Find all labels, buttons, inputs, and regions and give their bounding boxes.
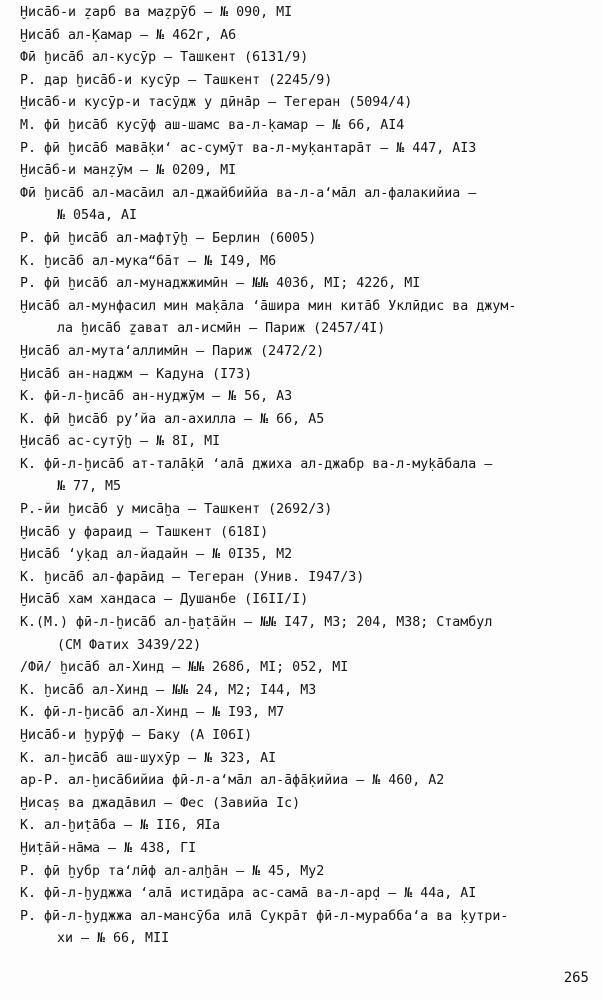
entry-text: Ḫисāб ал-мунфасил мин маḳāла ‘āшира мин китāб Уклӣдис ва джум- — [20, 298, 517, 314]
entry-text: Ḫиṭāй-нāма – № 438, ГI — [20, 840, 197, 856]
entry-text: Ḫисāб-и кусӯр-и тасӯдж у дӣнāр – Тегеран (5094/4) — [20, 95, 413, 111]
entry-text: Ḫисāб ас-сутӯḫ – № 8I, МI — [20, 434, 221, 450]
list-item — [20, 680, 595, 703]
entry-text: Ḫисāб-и манẓӯм – № 0209, МI — [20, 163, 237, 179]
entry-text: ар-Р. ал-ḫисāбийиа фӣ-л-а‘мāл ал-āфāḳийиа – № 460, А2 — [20, 773, 445, 789]
list-item — [20, 92, 595, 115]
list-item — [20, 47, 595, 70]
list-item — [20, 115, 595, 138]
entry-continuation: № 77, М5 — [57, 479, 122, 495]
entry-text: Ḫисāб ‘уḳад ал-йадайн – № 0I35, М2 — [20, 547, 293, 563]
entry-text: Ḫисаṣ ва джадāвил – Фес (Завийа Iс) — [20, 795, 301, 811]
entry-text: К. фӣ-л-ḫисāб ан-нуджӯм – № 56, А3 — [20, 389, 293, 405]
entry-text: К. ḫисāб ал-мука“бāт – № I49, М6 — [20, 253, 277, 269]
list-item — [20, 883, 595, 906]
entry-text: Р.-йи ḫисāб у мисāḫа – Ташкент (2692/3) — [20, 502, 333, 518]
list-item — [20, 386, 595, 409]
entry-text: Р. дар ḫисāб-и кусӯр – Ташкент (2245/9) — [20, 72, 333, 88]
entry-text: Р. фӣ ḫисāб ал-мафтӯḫ – Берлин (6005) — [20, 230, 317, 246]
list-item — [20, 2, 595, 25]
entry-text: Р. фӣ-л-ḫуджжа ал-мансӯба илā Сукрāт фӣ-л-мурабба‘а ва ḳутри- — [20, 908, 509, 924]
list-item — [20, 522, 595, 545]
list-item — [20, 657, 595, 680]
entry-text: К. ḫисāб ал-фарāид – Тегеран (Унив. I947/3) — [20, 569, 365, 585]
entry-text: Ḫисāб хам хандаса – Душанбе (I6II/I) — [20, 592, 309, 608]
entry-list — [20, 2, 595, 951]
list-item — [20, 251, 595, 274]
list-item — [20, 793, 595, 816]
entry-text: Ḫисāб-и ẓарб ва маẓрӯб – № 090, МI — [20, 5, 293, 20]
list-item — [20, 770, 595, 793]
entry-text: К. фӣ ḫисāб ру’йа ал-ахилла – № 66, А5 — [20, 411, 325, 427]
list-item — [20, 612, 595, 657]
list-item — [20, 861, 595, 884]
list-item — [20, 364, 595, 387]
list-item — [20, 544, 595, 567]
list-item — [20, 296, 595, 341]
entry-text: /Фӣ/ ḫисāб ал-Хинд – №№ 268б, МI; 052, МI — [20, 660, 349, 676]
list-item — [20, 341, 595, 364]
entry-text: Ḫисāб ал-Ḳамар – № 462г, А6 — [20, 27, 237, 43]
entry-text: М. фӣ ḫисāб кусӯф аш-шамс ва-л-ḳамар – № 66, АI4 — [20, 117, 405, 133]
entry-text: Ḫисāб-и ḫурӯф – Баку (А I06I) — [20, 728, 253, 743]
list-item — [20, 273, 595, 296]
list-item — [20, 183, 595, 228]
entry-text: К. ал-ḫисāб аш-шухӯр – № 323, АI — [20, 750, 277, 766]
list-item — [20, 567, 595, 590]
list-item — [20, 431, 595, 454]
entry-text: Р. фӣ ḫисāб ал-мунаджжимӣн – №№ 403б, МI; 422б, МI — [20, 276, 421, 292]
entry-text: К. фӣ-л-ḫисāб ат-талāḳӣ ‘алā джиха ал-джабр ва-л-муḳāбала – — [20, 456, 493, 472]
entry-text: К. ал-ḫиṭāба – № II6, ЯIа — [20, 818, 221, 834]
list-item — [20, 409, 595, 432]
entry-text: К. фӣ-л-ḫуджжа ‘алā истидāра ас-самā ва-л-арḍ – № 44а, АI — [20, 886, 477, 902]
entry-text: Р. фӣ ḫубр та‘лӣф ал-алḫāн – № 45, Му2 — [20, 863, 325, 879]
entry-text: К. ḫисāб ал-Хинд – №№ 24, М2; I44, М3 — [20, 682, 317, 698]
list-item — [20, 499, 595, 522]
list-item — [20, 725, 595, 748]
entry-text: Ḫисāб ан-наджм – Кадуна (I73) — [20, 366, 253, 382]
list-item — [20, 815, 595, 838]
list-item — [20, 25, 595, 48]
entry-text: Р. фӣ ḫисāб мавāḳи‘ ас-сумӯт ва-л-муḳантарāт – № 447, АI3 — [20, 140, 477, 156]
list-item — [20, 138, 595, 161]
list-item — [20, 589, 595, 612]
entry-text: К. фӣ-л-ḫисāб ал-Хинд – № I93, М7 — [20, 705, 285, 721]
entry-continuation: ла ḫисāб ẕават ал-исмӣн – Париж (2457/4I) — [57, 321, 386, 337]
list-item — [20, 838, 595, 861]
list-item — [20, 70, 595, 93]
page-number: 265 — [563, 970, 589, 986]
entry-text: Ḫисāб ал-мута‘аллимӣн – Париж (2472/2) — [20, 343, 325, 359]
entry-continuation: (СМ Фатих 3439/22) — [57, 637, 202, 653]
entry-continuation: № 054а, АI — [57, 208, 138, 224]
list-item — [20, 160, 595, 183]
list-item — [20, 748, 595, 771]
entry-text: К.(М.) фӣ-л-ḫисāб ал-ḫаṭāйн – №№ I47, М3; 204, М38; Стамбул — [20, 615, 493, 631]
entry-text: Фӣ ḫисāб ал-масāил ал-джайбиййа ва-л-а‘мāл ал-фалакийиа – — [20, 185, 477, 201]
entry-continuation: хи – № 66, МII — [57, 931, 170, 947]
list-item — [20, 228, 595, 251]
entry-text: Ḫисāб у фараид – Ташкент (618I) — [20, 524, 269, 540]
list-item — [20, 906, 595, 951]
entry-text: Фӣ ḫисāб ал-кусӯр – Ташкент (6131/9) — [20, 50, 309, 66]
list-item — [20, 702, 595, 725]
list-item — [20, 454, 595, 499]
